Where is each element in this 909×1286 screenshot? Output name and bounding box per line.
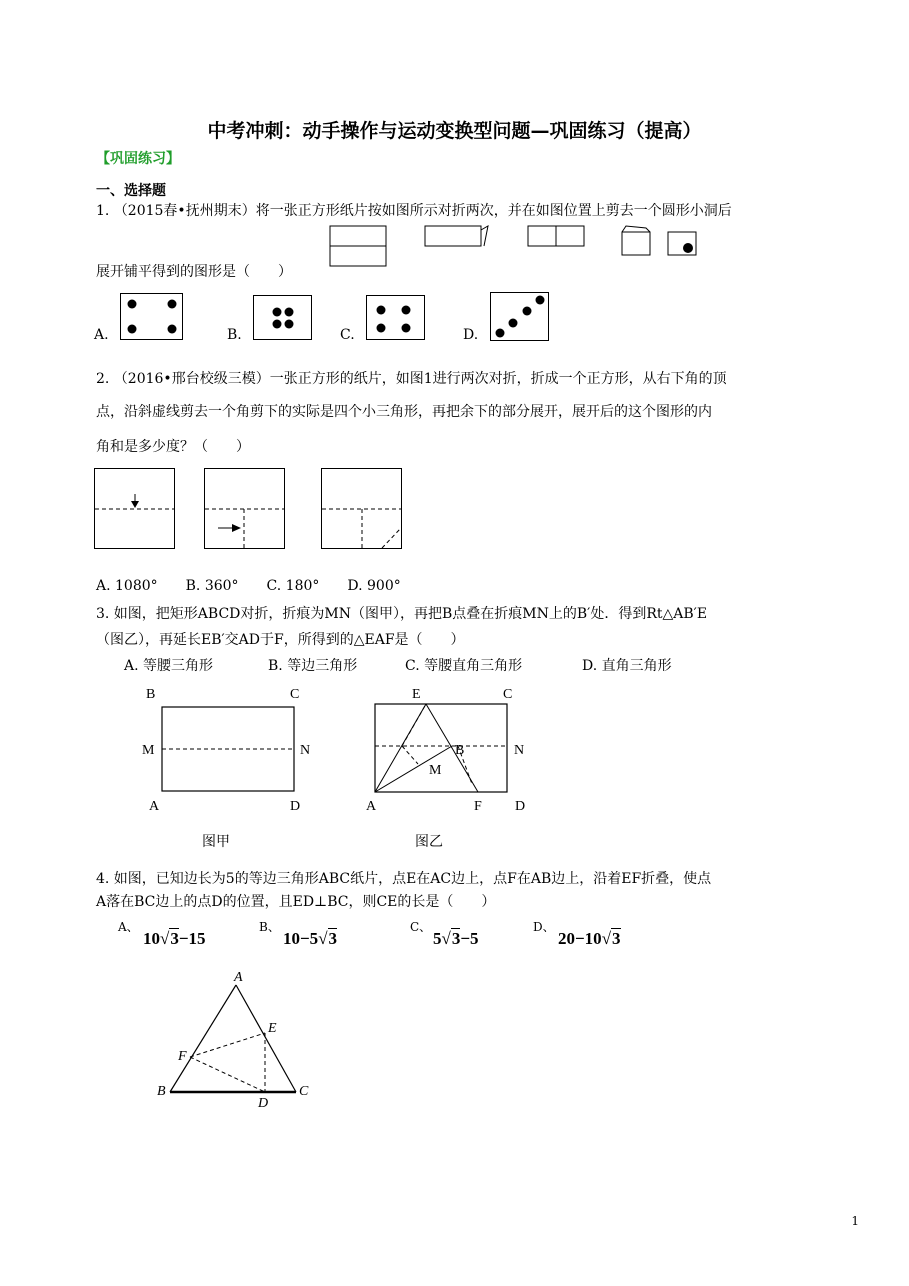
q4-label-b: B [157,1084,166,1099]
q3-fig1-caption: 图甲 [202,834,230,850]
q4-label-e: E [268,1021,277,1036]
q4-option-d-letter: D、 [533,920,555,934]
q1-option-a-figure [120,293,184,341]
q2-options: A. 1080° B. 360° C. 180° D. 900° [96,578,401,594]
q4-option-b-value: 10−5√3 [283,929,338,948]
q1-option-c-label: C. [340,327,355,343]
q3-fig2-label-a: A [366,799,377,814]
q1-text-line2: 展开铺平得到的图形是（ ） [96,264,292,280]
q4-text-line2: A落在BC边上的点D的位置，且ED⊥BC，则CE的长是（ ） [96,894,496,910]
q2-text-line1: 2. （2016•邢台校级三模）一张正方形的纸片，如图1进行两次对折，折成一个正方形，从右下角的顶 [96,371,727,387]
q4-option-b-letter: B、 [259,920,280,934]
q3-fig1-label-m: M [142,743,155,758]
q1-option-d-label: D. [463,327,479,343]
q3-fig1-label-n: N [300,743,311,758]
q4-label-d: D [258,1096,269,1111]
q4-option-d-value: 20−10√3 [558,929,621,948]
q3-fig2-label-f: F [474,799,482,814]
q1-option-d-figure [490,292,550,342]
q2-text-line3: 角和是多少度？（ ） [96,439,250,455]
q1-option-c-figure [366,295,426,341]
q3-fig1-label-b: B [146,687,156,702]
section-tag: 【巩固练习】 [96,151,180,167]
q3-text-line2: （图乙），再延长EB′交AD于F，所得到的△EAF是（ ） [96,632,465,648]
q4-label-c: C [299,1084,309,1099]
q3-fig1-label-a: A [149,799,160,814]
section-heading: 一、选择题 [96,183,166,199]
q3-fig2-caption: 图乙 [415,834,443,850]
q4-text-line1: 4. 如图，已知边长为5的等边三角形ABC纸片，点E在AC边上，点F在AB边上，沿着EF折叠，使点 [96,871,712,887]
q4-option-a-value: 10√3−15 [143,929,206,948]
q3-option-a: A. 等腰三角形 [124,658,214,674]
q3-fig2-label-m: M [429,763,442,778]
q4-option-a-letter: A、 [118,920,139,934]
q4-label-a: A [234,970,243,985]
q2-text-line2: 点，沿斜虚线剪去一个角剪下的实际是四个小三角形，再把余下的部分展开，展开后的这个图形的内 [96,404,712,420]
q3-figure-jia [140,684,320,854]
q3-option-b: B. 等边三角形 [268,658,358,674]
q1-folding-diagram [320,222,710,272]
q1-option-a-label: A. [94,327,109,343]
q3-fig2-label-b: B [455,743,465,758]
q4-option-c-letter: C、 [410,920,432,934]
page-title: 中考冲刺：动手操作与运动变换型问题—巩固练习（提高） [207,120,702,142]
q1-option-b-figure [253,295,313,341]
page-number: 1 [851,1214,859,1228]
q3-fig1-label-d: D [290,799,301,814]
q3-option-c: C. 等腰直角三角形 [405,658,523,674]
q3-fig2-label-e: E [412,687,421,702]
q4-triangle-figure [150,965,320,1110]
q3-option-d: D. 直角三角形 [582,658,672,674]
q3-fig2-label-n: N [514,743,525,758]
q3-fig2-label-c: C [503,687,513,702]
q4-label-f: F [178,1049,187,1064]
q3-fig2-label-d: D [515,799,526,814]
q1-text-line1: 1. （2015春•抚州期末）将一张正方形纸片按如图所示对折两次，并在如图位置上剪去一个圆形小洞后 [96,203,732,219]
q3-figure-yi [360,684,540,854]
q2-fold-figures [94,468,406,552]
q3-fig1-label-c: C [290,687,300,702]
q3-text-line1: 3. 如图，把矩形ABCD对折，折痕为MN（图甲），再把B点叠在折痕MN上的B′处．得到Rt△AB′E [96,606,708,622]
q1-option-b-label: B. [227,327,242,343]
q4-option-c-value: 5√3−5 [433,929,479,948]
